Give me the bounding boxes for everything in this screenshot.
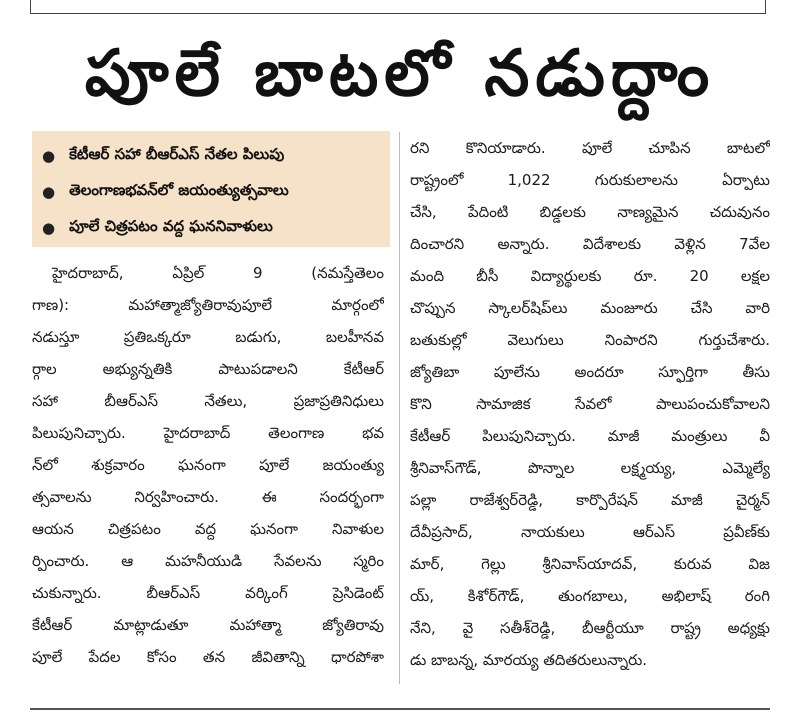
text-line: మార్, గెల్లు శ్రీనివాస్‌యాదవ్, కురువ విజ (410, 555, 770, 573)
highlight-item (42, 174, 384, 210)
text-line: డు బాబన్న, మారయ్య తదితరులున్నారు. (410, 651, 648, 669)
text-line: న్‌లో శుక్రవారం ఘనంగా పూలే జయంత్యు (32, 456, 384, 474)
headline: పూలే బాటలో నడుద్దాం (84, 37, 716, 111)
text-line: ఆయన చిత్రపటం వద్ద ఘనంగా నివాళుల (32, 520, 384, 538)
text-line: జ్యోతిబా పూలేను అందరూ స్ఫూర్తిగా తీసు (410, 363, 770, 381)
text-line: త్సవాలను నిర్వహించారు. ఈ సందర్భంగా (32, 488, 384, 506)
highlight-item (42, 210, 384, 246)
text-line: నేని, వై సతీశ్‌రెడ్డి, బీఆర్టీయూ రాష్ట్ర అధ్యక్షు (410, 619, 770, 637)
text-line: చొప్పున స్కాలర్‌షిప్‌లు మంజూరు చేసి వారి (410, 299, 770, 317)
text-line: మంది బీసీ విద్యార్థులకు రూ. 20 లక్షల (410, 267, 770, 285)
bullet-icon: ● (42, 183, 56, 201)
top-frame-border (30, 0, 766, 14)
text-line: బతుకుల్లో వెలుగులు నింపారని గుర్తుచేశారు. (410, 331, 770, 349)
bullet-icon: ● (42, 147, 56, 165)
highlights-box (32, 131, 390, 247)
text-line: హైదరాబాద్, ఏప్రిల్ 9 (నమస్తేతెలం (52, 264, 384, 282)
highlight-text: కేటీఆర్ సహా బీఆర్ఎస్ నేతల పిలుపు (69, 145, 285, 163)
text-line: పల్లా రాజేశ్వర్‌రెడ్డి, కార్పొరేషన్ మాజీ చైర్మన్ (410, 491, 770, 509)
column-divider (399, 132, 400, 684)
text-line: శ్రీనివాస్‌గౌడ్, పొన్నాల లక్ష్మయ్య, ఎమ్మెల్యే (410, 459, 770, 477)
text-line: గాణ): మహాత్మాజ్యోతిరావుపూలే మార్గంలో (32, 296, 384, 314)
text-line: య్, కిశోర్‌గౌడ్, తుంగబాలు, అభిలాష్ రంగి (410, 587, 770, 605)
highlight-text: తెలంగాణభవన్‌లో జయంత్యుత్సవాలు (69, 181, 289, 199)
text-line: చుకున్నారు. బీఆర్ఎస్ వర్కింగ్ ప్రెసిడెంట్ (32, 584, 384, 602)
text-line: రని కొనియాడారు. పూలే చూపిన బాటలో (410, 139, 770, 157)
text-line: చేసి, పేదింటి బిడ్డలకు నాణ్యమైన చదువునం (410, 203, 770, 221)
highlight-item (42, 138, 384, 174)
bottom-rule (30, 708, 770, 710)
text-line: పూలే పేదల కోసం తన జీవితాన్ని ధారపోశా (32, 648, 384, 666)
right-column (410, 132, 770, 676)
text-line: సహా బీఆర్ఎస్ నేతలు, ప్రజాప్రతినిధులు (32, 392, 384, 410)
text-line: రాష్ట్రంలో 1,022 గురుకులాలను ఏర్పాటు (410, 171, 770, 189)
highlight-text: పూలే చిత్రపటం వద్ద ఘననివాళులు (69, 217, 273, 235)
text-line: ర్గాల అభ్యున్నతికి పాటుపడాలని కేటీఆర్ (32, 360, 384, 378)
text-line: ర్పించారు. ఆ మహనీయుడి సేవలను స్మరిం (32, 552, 384, 570)
text-line: పిలుపునిచ్చారు. హైదరాబాద్ తెలంగాణ భవ (32, 424, 384, 442)
text-line: కొని సామాజిక సేవలో పాలుపంచుకోవాలని (410, 395, 770, 413)
bullet-icon: ● (42, 219, 56, 237)
text-line: కేటీఆర్ పిలుపునిచ్చారు. మాజీ మంత్రులు వీ (410, 427, 770, 445)
text-line: దేవీప్రసాద్, నాయకులు ఆర్ఎస్ ప్రవీణ్‌కు (410, 523, 770, 541)
text-line: కేటీఆర్ మాట్లాడుతూ మహాత్మా జ్యోతిరావు (32, 616, 384, 634)
left-column (32, 257, 384, 673)
text-line: నడుస్తూ ప్రతిఒక్కరూ బడుగు, బలహీనవ (32, 328, 384, 346)
text-line: దించారని అన్నారు. విదేశాలకు వెళ్లిన 7వేల (410, 235, 770, 253)
